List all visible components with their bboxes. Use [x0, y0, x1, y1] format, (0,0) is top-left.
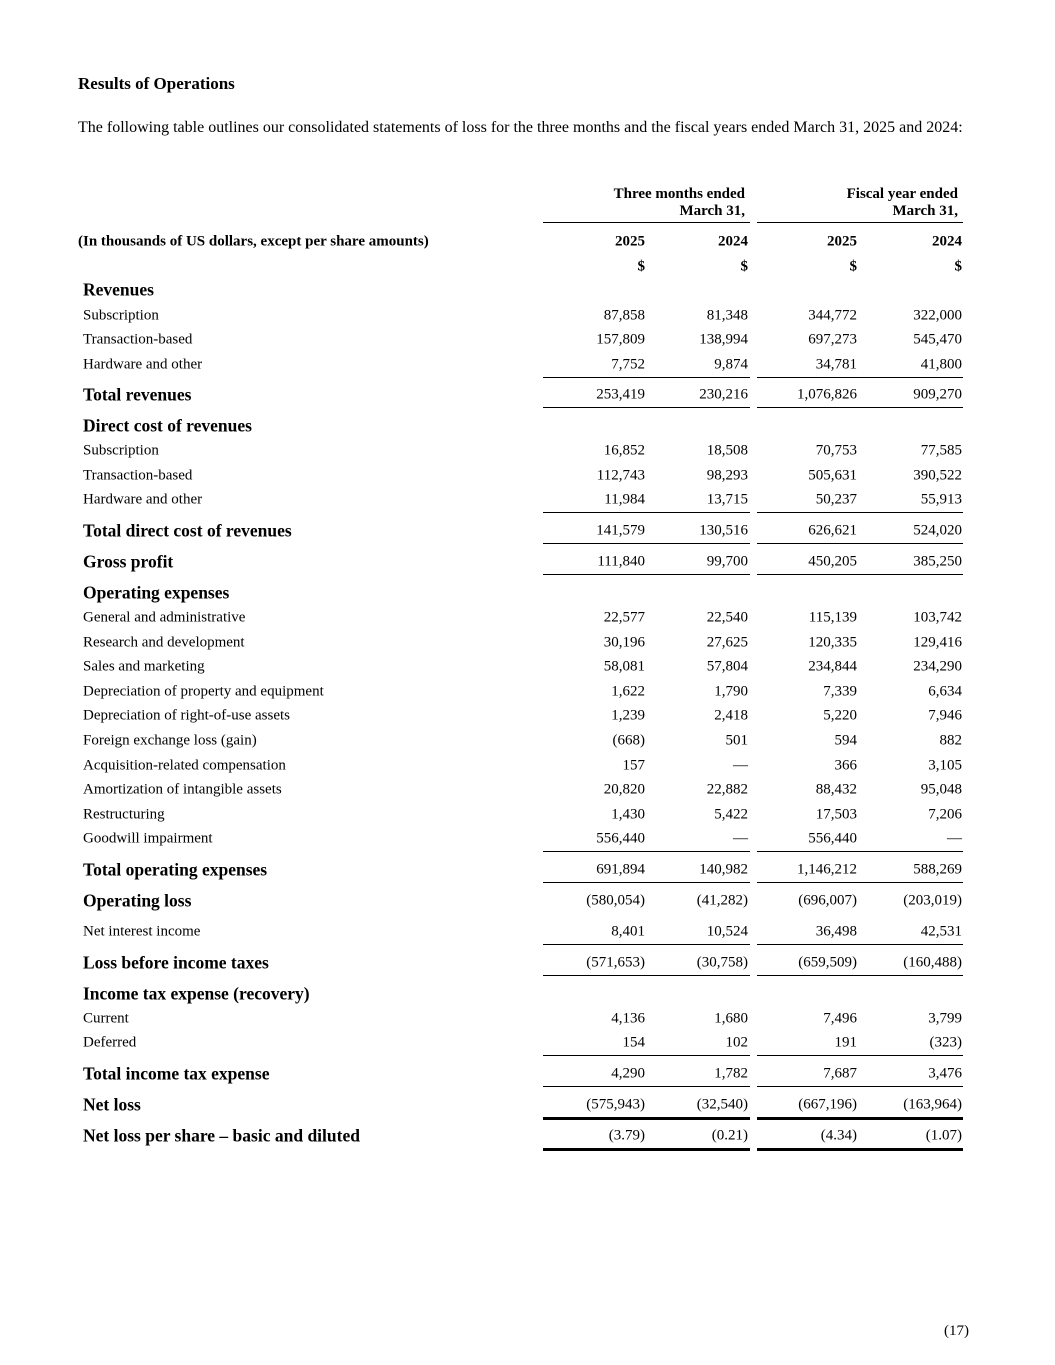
table-cell: 588,269 [913, 861, 962, 878]
group-underline [543, 222, 750, 223]
subtotal-underline [543, 377, 750, 378]
row-heading: Net loss [83, 1094, 141, 1115]
section-title: Results of Operations [78, 74, 235, 93]
table-cell: 77,585 [920, 442, 962, 459]
group-header-three-months [560, 186, 745, 220]
table-cell: 5,220 [823, 707, 857, 724]
table-cell: 1,076,826 [797, 386, 857, 403]
table-cell: (575,943) [586, 1096, 645, 1113]
table-cell: (32,540) [696, 1096, 748, 1113]
subtotal-underline [757, 975, 963, 976]
currency-symbol: $ [637, 258, 645, 275]
subtotal-underline [757, 512, 963, 513]
row-label: Foreign exchange loss (gain) [83, 732, 257, 749]
group-header-line2: March 31, [679, 203, 745, 219]
table-cell: 98,293 [706, 467, 748, 484]
table-cell: 697,273 [808, 331, 857, 348]
table-cell: 130,516 [699, 522, 748, 539]
total-double-underline [543, 1148, 750, 1151]
row-heading: Direct cost of revenues [83, 415, 252, 436]
subtotal-underline [757, 1055, 963, 1056]
row-heading: Total operating expenses [83, 859, 268, 880]
table-cell: 42,531 [920, 923, 962, 940]
subtotal-underline [543, 543, 750, 544]
subtotal-underline [757, 944, 963, 945]
table-cell: 8,401 [611, 923, 645, 940]
row-heading: Total revenues [83, 384, 192, 405]
table-cell: 140,982 [699, 861, 748, 878]
table-cell: 1,239 [611, 707, 645, 724]
table-cell: 129,416 [913, 634, 962, 651]
table-cell: 9,874 [714, 356, 748, 373]
column-year: 2025 [615, 233, 645, 250]
table-cell: 120,335 [808, 634, 857, 651]
table-cell: 16,852 [603, 442, 645, 459]
table-cell: 5,422 [714, 806, 748, 823]
table-cell: 50,237 [815, 491, 857, 508]
column-year: 2024 [718, 233, 748, 250]
table-cell: 545,470 [913, 331, 962, 348]
table-cell: 1,782 [714, 1065, 748, 1082]
subtotal-underline [757, 851, 963, 852]
table-cell: 10,524 [706, 923, 748, 940]
table-cell: (696,007) [798, 892, 857, 909]
table-cell: 4,136 [611, 1010, 645, 1027]
row-label: Subscription [83, 307, 159, 324]
table-cell: 157,809 [596, 331, 645, 348]
table-cell: 1,146,212 [797, 861, 857, 878]
row-label: Deferred [83, 1034, 137, 1051]
table-cell: (580,054) [586, 892, 645, 909]
table-cell: 385,250 [913, 553, 962, 570]
column-year: 2024 [932, 233, 962, 250]
table-cell: 17,503 [815, 806, 857, 823]
table-cell: 1,622 [611, 683, 645, 700]
subtotal-underline [757, 882, 963, 883]
group-header-fiscal-year [770, 186, 958, 220]
row-label: Transaction-based [83, 331, 193, 348]
group-header-line1: Fiscal year ended [846, 186, 958, 202]
table-cell: 99,700 [706, 553, 748, 570]
page-number: (17) [944, 1323, 969, 1339]
table-cell: 594 [834, 732, 857, 749]
row-label: Goodwill impairment [83, 830, 213, 847]
subtotal-underline [543, 851, 750, 852]
table-cell: 11,984 [604, 491, 645, 508]
row-label: Depreciation of right-of-use assets [83, 707, 291, 724]
table-cell: — [733, 830, 748, 847]
table-cell: 253,419 [596, 386, 645, 403]
column-year: 2025 [827, 233, 857, 250]
table-cell: 55,913 [920, 491, 962, 508]
total-double-underline [543, 1117, 750, 1120]
table-cell: 87,858 [603, 307, 645, 324]
table-cell: — [733, 757, 748, 774]
total-double-underline [757, 1117, 963, 1120]
table-cell: (30,758) [696, 954, 748, 971]
table-cell: 366 [834, 757, 857, 774]
table-cell: (1.07) [925, 1127, 962, 1144]
subtotal-underline [757, 407, 963, 408]
table-cell: 556,440 [808, 830, 857, 847]
table-cell: (203,019) [903, 892, 962, 909]
table-cell: 505,631 [808, 467, 857, 484]
table-cell: 191 [834, 1034, 857, 1051]
table-cell: 141,579 [596, 522, 645, 539]
table-cell: 556,440 [596, 830, 645, 847]
table-cell: 524,020 [913, 522, 962, 539]
row-label: Sales and marketing [83, 658, 205, 675]
table-cell: 1,430 [611, 806, 645, 823]
subtotal-underline [543, 1055, 750, 1056]
subtotal-underline [543, 512, 750, 513]
row-label: Subscription [83, 442, 159, 459]
table-cell: 2,418 [714, 707, 748, 724]
table-cell: 7,339 [823, 683, 857, 700]
group-underline [757, 222, 963, 223]
table-cell: (41,282) [696, 892, 748, 909]
table-cell: 7,752 [611, 356, 645, 373]
table-cell: (668) [612, 732, 645, 749]
row-label: Hardware and other [83, 356, 203, 373]
subtotal-underline [757, 543, 963, 544]
row-label: Restructuring [83, 806, 165, 823]
currency-symbol: $ [740, 258, 748, 275]
table-cell: 27,625 [706, 634, 748, 651]
subtotal-underline [543, 944, 750, 945]
table-cell: 909,270 [913, 386, 962, 403]
currency-symbol: $ [849, 258, 857, 275]
total-double-underline [757, 1148, 963, 1151]
table-cell: 501 [725, 732, 748, 749]
table-cell: 1,680 [714, 1010, 748, 1027]
subtotal-underline [757, 1086, 963, 1087]
column-header-label: (In thousands of US dollars, except per share amounts) [78, 233, 429, 250]
table-cell: 111,840 [597, 553, 645, 570]
table-cell: 88,432 [815, 781, 857, 798]
table-cell: (160,488) [903, 954, 962, 971]
row-heading: Income tax expense (recovery) [83, 983, 310, 1004]
table-cell: 103,742 [913, 609, 962, 626]
table-cell: (667,196) [798, 1096, 857, 1113]
subtotal-underline [543, 882, 750, 883]
subtotal-underline [543, 407, 750, 408]
row-label: Research and development [83, 634, 245, 651]
table-cell: 7,206 [928, 806, 962, 823]
table-cell: 230,216 [699, 386, 748, 403]
row-heading: Operating loss [83, 890, 192, 911]
table-cell: (0.21) [711, 1127, 748, 1144]
row-label: Hardware and other [83, 491, 203, 508]
table-cell: 157 [622, 757, 645, 774]
table-cell: (163,964) [903, 1096, 962, 1113]
table-cell: 30,196 [603, 634, 645, 651]
subtotal-underline [757, 377, 963, 378]
table-cell: 3,799 [928, 1010, 962, 1027]
subtotal-underline [543, 1086, 750, 1087]
table-cell: 450,205 [808, 553, 857, 570]
table-cell: 36,498 [815, 923, 857, 940]
row-heading: Loss before income taxes [83, 952, 269, 973]
table-cell: 390,522 [913, 467, 962, 484]
table-cell: 81,348 [706, 307, 748, 324]
subtotal-underline [543, 975, 750, 976]
intro-paragraph: The following table outlines our consolidated statements of loss for the three months and the fiscal years ended March 31, 2025 and 2024: [78, 119, 963, 136]
table-cell: 626,621 [808, 522, 857, 539]
table-cell: 20,820 [603, 781, 645, 798]
table-cell: 691,894 [596, 861, 645, 878]
table-cell: 22,540 [706, 609, 748, 626]
table-cell: 41,800 [920, 356, 962, 373]
row-label: Amortization of intangible assets [83, 781, 282, 798]
table-cell: 344,772 [808, 307, 857, 324]
table-cell: 95,048 [920, 781, 962, 798]
table-cell: 112,743 [596, 467, 645, 484]
table-cell: (3.79) [608, 1127, 645, 1144]
table-cell: 234,290 [913, 658, 962, 675]
subtotal-underline [543, 574, 750, 575]
table-cell: 6,634 [928, 683, 962, 700]
table-cell: 154 [622, 1034, 645, 1051]
row-label: Current [83, 1010, 129, 1027]
table-cell: 58,081 [603, 658, 645, 675]
row-heading: Net loss per share – basic and diluted [83, 1125, 360, 1146]
table-cell: 22,577 [603, 609, 645, 626]
table-cell: 234,844 [808, 658, 857, 675]
table-cell: 18,508 [706, 442, 748, 459]
table-cell: — [947, 830, 962, 847]
table-cell: 34,781 [815, 356, 857, 373]
table-cell: 102 [725, 1034, 748, 1051]
table-cell: 7,687 [823, 1065, 857, 1082]
row-heading: Total direct cost of revenues [83, 520, 292, 541]
table-cell: (659,509) [798, 954, 857, 971]
row-label: Net interest income [83, 923, 201, 940]
row-heading: Total income tax expense [83, 1063, 270, 1084]
row-label: Depreciation of property and equipment [83, 683, 324, 700]
table-cell: 1,790 [714, 683, 748, 700]
table-cell: 22,882 [706, 781, 748, 798]
table-cell: (571,653) [586, 954, 645, 971]
row-heading: Operating expenses [83, 582, 230, 603]
table-cell: 115,139 [808, 609, 857, 626]
table-cell: 138,994 [699, 331, 748, 348]
table-cell: 3,476 [928, 1065, 962, 1082]
table-cell: 7,496 [823, 1010, 857, 1027]
table-cell: (4.34) [820, 1127, 857, 1144]
table-cell: 4,290 [611, 1065, 645, 1082]
table-cell: 3,105 [928, 757, 962, 774]
currency-symbol: $ [954, 258, 962, 275]
table-cell: 57,804 [706, 658, 748, 675]
table-cell: 882 [939, 732, 962, 749]
row-label: Acquisition-related compensation [83, 757, 286, 774]
group-header-line1: Three months ended [613, 186, 745, 202]
table-cell: 7,946 [928, 707, 962, 724]
row-label: Transaction-based [83, 467, 193, 484]
row-heading: Revenues [83, 279, 154, 300]
subtotal-underline [757, 574, 963, 575]
table-cell: 13,715 [706, 491, 748, 508]
table-cell: 322,000 [913, 307, 962, 324]
table-cell: (323) [929, 1034, 962, 1051]
group-header-line2: March 31, [892, 203, 958, 219]
row-label: General and administrative [83, 609, 246, 626]
row-heading: Gross profit [83, 551, 174, 572]
table-cell: 70,753 [815, 442, 857, 459]
